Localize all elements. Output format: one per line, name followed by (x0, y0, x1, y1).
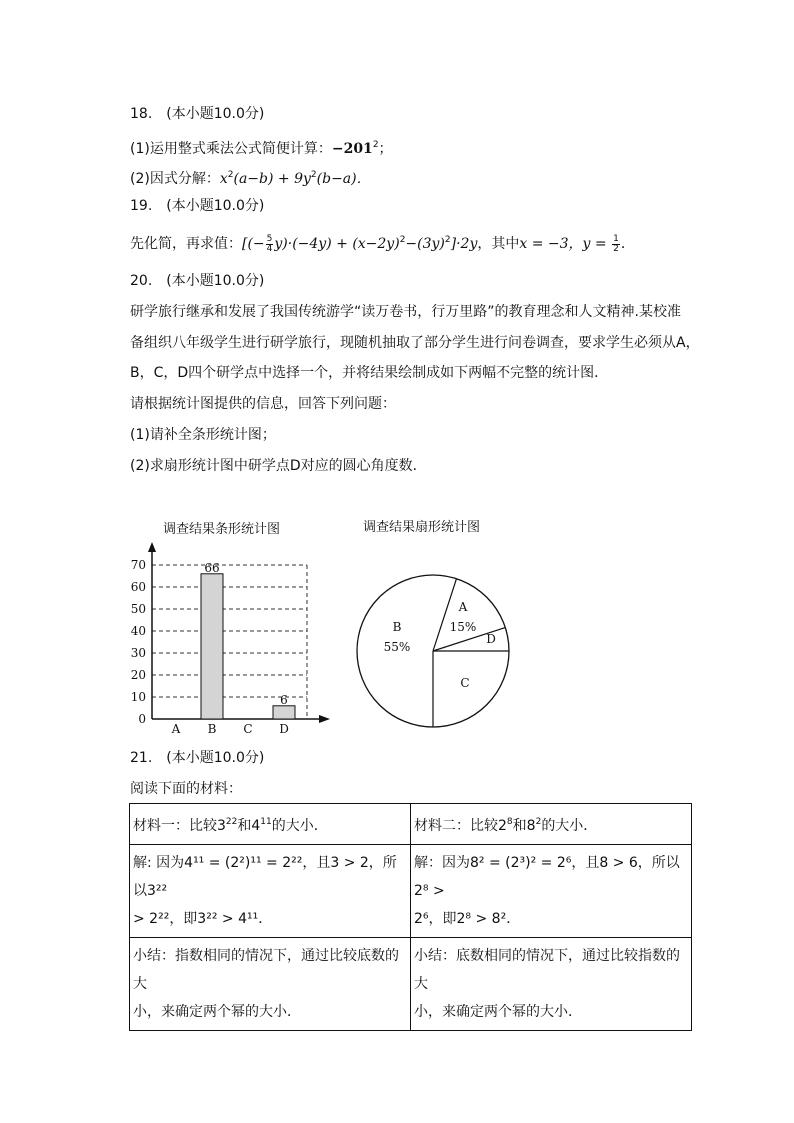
table-row (130, 804, 692, 845)
y-axis-arrow-icon (148, 542, 156, 552)
y-tick-label: 30 (130, 646, 146, 660)
y-tick-label: 40 (130, 624, 146, 638)
q19-e3-exp: 2 (444, 235, 451, 245)
m2-sum-line1: 小结：底数相同的情况下，通过比较指数的大 (414, 948, 680, 992)
q20-para2: 备组织八年级学生进行研学旅行，现随机抽取了部分学生进行问卷调查，要求学生必须从A， (130, 335, 700, 351)
x-tick-label: C (243, 722, 253, 736)
m1-sol-line1: 解: 因为4¹¹ = (2²)¹¹ = 2²²，且3 > 2，所以3²² (133, 855, 397, 899)
m1-title-a: 材料一：比较3 (133, 818, 226, 834)
m2-title-c: 的大小． (541, 818, 598, 834)
m2-sol-line1: 解：因为8² = (2³)² = 2⁶，且8 > 6，所以2⁸ > (414, 855, 680, 899)
q18-part1 (130, 136, 393, 158)
m2-sol-line2: 2⁶，即2⁸ > 8²． (414, 911, 521, 927)
q18-part2-a: x (219, 171, 228, 187)
material2-summary (411, 938, 692, 1031)
material2-solution (411, 845, 692, 938)
q20-para3: B，C，D四个研学点中选择一个，并将结果绘制成如下两幅不完整的统计图． (130, 365, 609, 381)
m2-sum-line2: 小，来确定两个幂的大小． (414, 1004, 582, 1020)
pie-chart (352, 570, 517, 735)
materials-table (129, 803, 692, 1031)
q20-para1: 研学旅行继承和发展了我国传统游学“读万卷书，行万里路”的教育理念和人文精神.某校准 (130, 304, 681, 320)
m2-title-b: 和8 (512, 818, 536, 834)
q20-sub2: (2)求扇形统计图中研学点D对应的圆心角度数． (130, 458, 427, 474)
m1-sol-line2: > 2²²，即3²² > 4¹¹． (133, 911, 273, 927)
m2-title-a: 材料二：比较2 (414, 818, 507, 834)
material1-summary (130, 938, 411, 1031)
table-row (130, 938, 692, 1031)
q21-intro: 阅读下面的材料： (130, 781, 242, 797)
pie-label-C: C (460, 676, 470, 690)
x-axis-arrow-icon (319, 715, 330, 723)
bar-D (273, 706, 295, 719)
q19-prefix: 先化简，再求值： (130, 236, 242, 252)
q18-part2-a-exp: 2 (227, 170, 234, 180)
q19-frac2-num: 1 (613, 233, 619, 244)
pie-percent-B: 55% (383, 640, 411, 654)
m1-title-exp1: 22 (225, 817, 238, 827)
q18-part1-text: (1)运用整式乘法公式简便计算： (130, 141, 332, 157)
q19-frac2-den: 2 (613, 243, 619, 254)
y-tick-label: 0 (138, 712, 146, 726)
q19-frac1-den: 4 (266, 243, 273, 254)
q18-part2-c: (b−a)． (316, 171, 371, 187)
bar-chart-title: 调查结果条形统计图 (163, 522, 281, 537)
q18-part1-expr: −201 (331, 141, 373, 157)
q18-part2-b-exp: 2 (310, 170, 317, 180)
y-tick-label: 50 (130, 602, 146, 616)
q18-header: 18. (本小题10.0分) (130, 106, 265, 122)
q18-part2-b: (a−b) + 9y (233, 171, 311, 187)
q18-part2-text: (2)因式分解： (130, 171, 220, 187)
q19-cond: x = −3，y = (519, 236, 612, 252)
x-tick-label: D (279, 722, 289, 736)
q19-e4: ]·2y (450, 236, 478, 252)
q20-sub1: (1)请补全条形统计图； (130, 427, 276, 443)
m1-title-exp2: 11 (260, 817, 272, 827)
x-tick-label: A (171, 722, 181, 736)
q19-expression (130, 231, 635, 254)
bar-data-label: 66 (204, 560, 220, 575)
q21-header: 21. (本小题10.0分) (130, 750, 265, 766)
y-tick-label: 70 (130, 558, 146, 572)
m2-title-exp1: 8 (506, 817, 513, 827)
q19-e3: −(3y) (405, 236, 445, 252)
bar-chart (125, 538, 340, 740)
q19-fraction-5-4 (266, 235, 274, 254)
m1-sum-line1: 小结：指数相同的情况下，通过比较底数的大 (133, 948, 399, 992)
q19-e2: y)·(−4y) + (x−2y) (274, 236, 400, 252)
q19-frac1-num: 5 (266, 233, 273, 244)
material1-title (130, 804, 411, 845)
m1-title-c: 的大小． (271, 818, 328, 834)
bar-B (201, 574, 223, 719)
m1-title-b: 和4 (237, 818, 261, 834)
q18-part1-exp: 2 (372, 140, 379, 150)
q18-part2 (130, 166, 371, 188)
q19-e2-exp: 2 (399, 235, 406, 245)
material2-title (411, 804, 692, 845)
q19-fraction-1-2 (612, 235, 620, 254)
q19-e1: [(− (242, 236, 265, 252)
q19-end: ． (620, 236, 635, 252)
q19-mid: ，其中 (477, 236, 520, 252)
y-tick-label: 60 (130, 580, 146, 594)
y-tick-label: 20 (130, 668, 146, 682)
pie-label-D: D (486, 632, 496, 646)
q18-part1-end: ； (378, 141, 393, 157)
bar-data-label: 6 (280, 692, 288, 707)
m1-sum-line2: 小，来确定两个幂的大小． (133, 1004, 301, 1020)
pie-label-A: A (458, 600, 468, 614)
m2-title-exp2: 2 (535, 817, 542, 827)
y-tick-label: 10 (130, 690, 146, 704)
q19-header: 19. (本小题10.0分) (130, 198, 265, 214)
q20-header: 20. (本小题10.0分) (130, 273, 265, 289)
x-tick-label: B (207, 722, 217, 736)
material1-solution (130, 845, 411, 938)
q20-para4: 请根据统计图提供的信息，回答下列问题： (130, 396, 396, 412)
pie-label-B: B (392, 620, 402, 634)
pie-percent-A: 15% (449, 620, 477, 634)
pie-chart-title: 调查结果扇形统计图 (363, 520, 481, 535)
table-row (130, 845, 692, 938)
